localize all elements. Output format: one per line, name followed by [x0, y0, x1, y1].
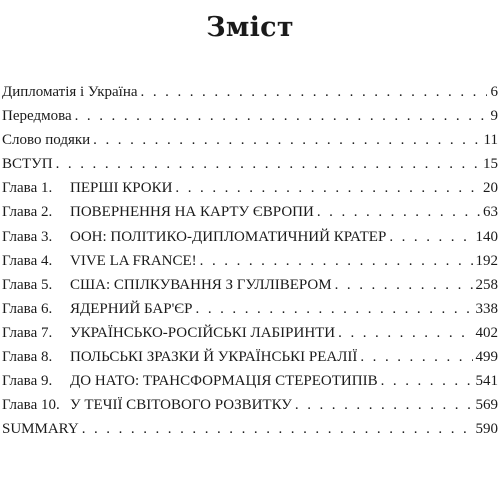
- toc-entry-title: VIVE LA FRANCE!: [70, 252, 197, 269]
- toc-entry[interactable]: [2, 373, 498, 397]
- toc-entry-title: Дипломатія і Україна: [2, 84, 138, 100]
- toc-entry[interactable]: [2, 108, 498, 132]
- toc-dot-leader: [93, 132, 480, 149]
- toc-dot-leader: [141, 84, 487, 101]
- toc-page-number: 590: [475, 421, 498, 438]
- toc-page-number: 569: [475, 397, 498, 414]
- toc-page-number: 338: [475, 300, 498, 317]
- toc-entry[interactable]: [2, 204, 498, 228]
- toc-entry[interactable]: [2, 156, 498, 180]
- toc-page-number: 192: [475, 252, 498, 269]
- toc-page-number: 541: [475, 373, 498, 390]
- toc-page-number: 9: [490, 108, 498, 125]
- toc-entry-title: ДО НАТО: ТРАНСФОРМАЦІЯ СТЕРЕОТИПІВ: [70, 373, 378, 390]
- toc-chapter-number: Глава 5.: [2, 276, 53, 293]
- toc-entry-title: У ТЕЧІЇ СВІТОВОГО РОЗВИТКУ: [70, 397, 292, 414]
- toc-entry-title: ПЕРШІ КРОКИ: [70, 180, 173, 197]
- toc-entry[interactable]: [2, 301, 498, 325]
- toc-chapter-number: Глава 2.: [2, 204, 53, 221]
- toc-dot-leader: [56, 156, 480, 173]
- toc-entry[interactable]: [2, 180, 498, 204]
- toc-dot-leader: [389, 229, 472, 246]
- toc-entry[interactable]: [2, 421, 498, 445]
- toc-dot-leader: [381, 373, 473, 390]
- toc-chapter-number: Глава 1.: [2, 180, 53, 197]
- toc-dot-leader: [335, 277, 473, 294]
- toc-dot-leader: [360, 349, 472, 366]
- toc-page-number: 15: [483, 156, 498, 173]
- toc-entry-title: США: СПІЛКУВАННЯ З ГУЛЛІВЕРОМ: [70, 276, 332, 293]
- toc-page-number: 499: [475, 349, 498, 366]
- toc-entry-title: ПОВЕРНЕННЯ НА КАРТУ ЄВРОПИ: [70, 204, 314, 221]
- toc-entry[interactable]: [2, 349, 498, 373]
- toc-chapter-number: Глава 7.: [2, 324, 53, 341]
- toc-entry[interactable]: [2, 229, 498, 253]
- toc-page-number: 140: [475, 228, 498, 245]
- toc-chapter-number: Глава 6.: [2, 300, 53, 317]
- toc-dot-leader: [200, 253, 473, 270]
- toc-entry[interactable]: [2, 84, 498, 108]
- toc-dot-leader: [75, 108, 487, 125]
- toc-dot-leader: [82, 421, 473, 438]
- toc-entry-title: УКРАЇНСЬКО-РОСІЙСЬКІ ЛАБІРИНТИ: [70, 324, 336, 341]
- toc-dot-leader: [338, 325, 472, 342]
- toc-entry-title: Передмова: [2, 108, 72, 125]
- toc-dot-leader: [295, 397, 473, 414]
- toc-entry-title: SUMMARY: [2, 421, 79, 438]
- toc-entry-title: ООН: ПОЛІТИКО-ДИПЛОМАТИЧНИЙ КРАТЕР: [70, 228, 387, 245]
- toc-dot-leader: [317, 204, 480, 221]
- toc-page-number: 258: [475, 276, 498, 293]
- toc-page-number: 6: [490, 84, 498, 100]
- toc-dot-leader: [175, 180, 480, 197]
- toc-page-number: 402: [475, 324, 498, 341]
- toc-entry[interactable]: [2, 132, 498, 156]
- toc-entry[interactable]: [2, 397, 498, 421]
- toc-page-number: 11: [483, 132, 498, 149]
- toc-entry-title: ПОЛЬСЬКІ ЗРАЗКИ Й УКРАЇНСЬКІ РЕАЛІЇ: [70, 349, 358, 366]
- toc-chapter-number: Глава 4.: [2, 252, 53, 269]
- page-title: Зміст: [206, 12, 294, 43]
- toc-entry[interactable]: [2, 253, 498, 277]
- toc-page-number: 63: [483, 204, 498, 221]
- toc-entry[interactable]: [2, 325, 498, 349]
- toc-chapter-number: Глава 8.: [2, 349, 53, 366]
- toc-dot-leader: [196, 301, 473, 318]
- toc-chapter-number: Глава 10.: [2, 397, 60, 414]
- toc-entry-title: Слово подяки: [2, 132, 91, 149]
- toc-chapter-number: Глава 3.: [2, 228, 53, 245]
- toc-chapter-number: Глава 9.: [2, 373, 53, 390]
- toc-entry-title: ВСТУП: [2, 156, 53, 173]
- toc-page-number: 20: [483, 180, 498, 197]
- toc-list: [2, 84, 498, 445]
- toc-entry-title: ЯДЕРНИЙ БАР'ЄР: [70, 300, 193, 317]
- toc-entry[interactable]: [2, 277, 498, 301]
